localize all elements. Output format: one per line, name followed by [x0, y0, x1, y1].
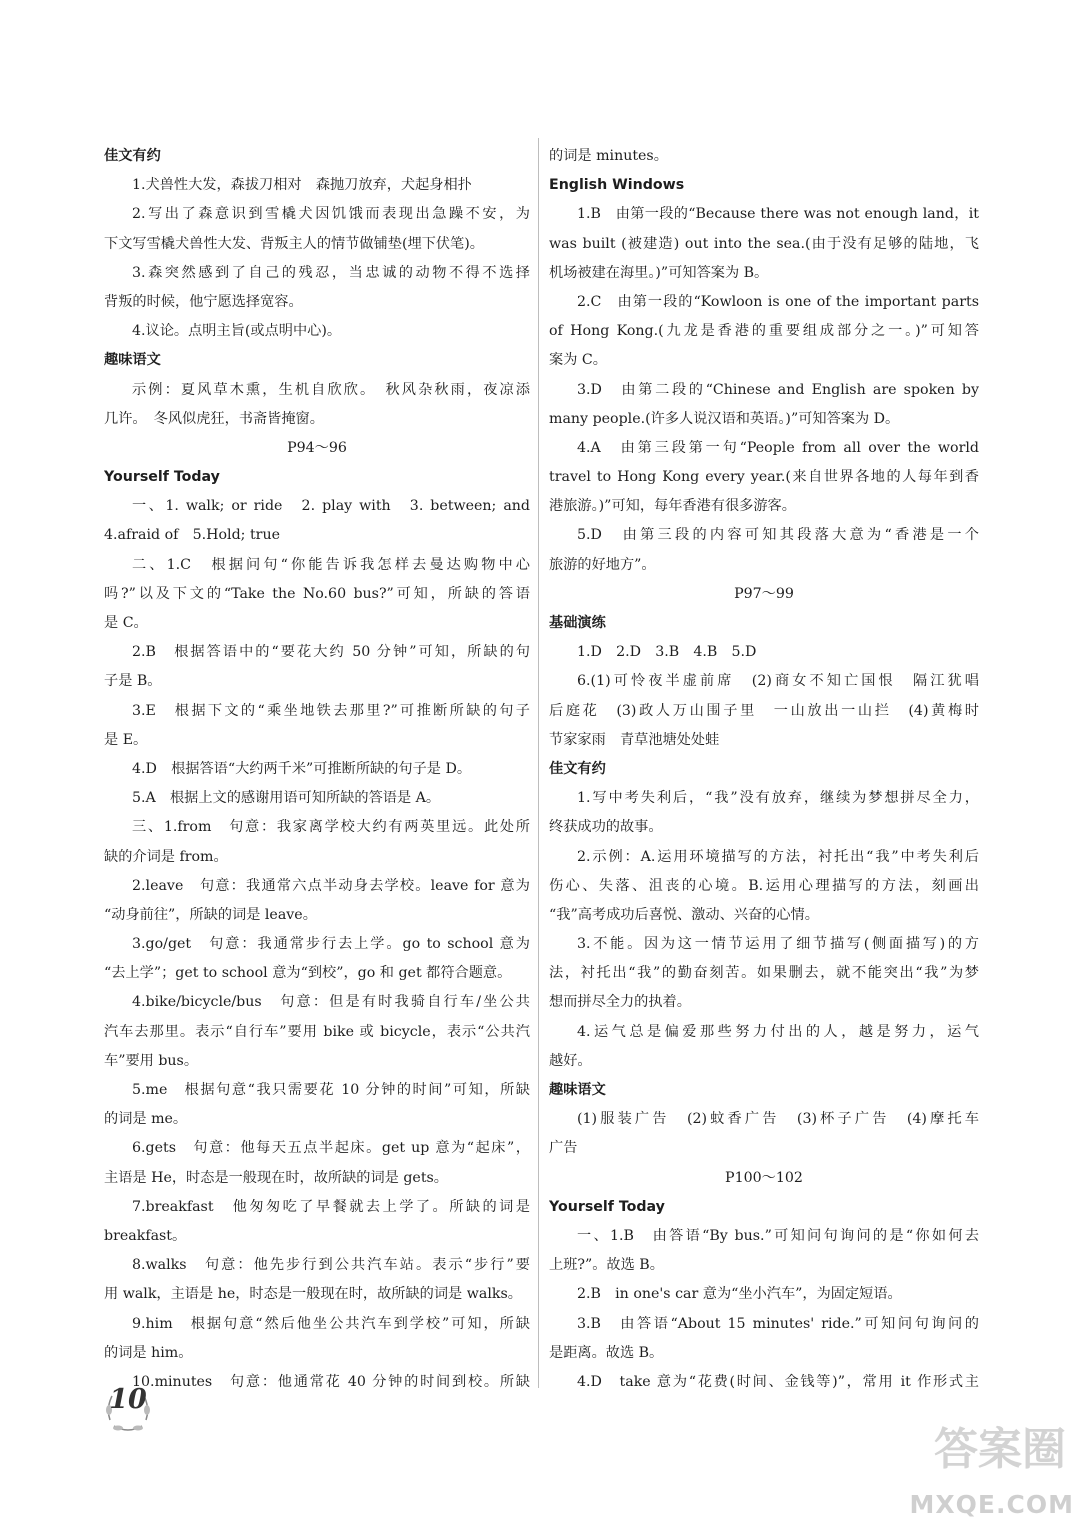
- text-line: 想而拼尽全力的执着。: [549, 994, 691, 1011]
- text-line: 后庭花 (3)政人万山围子里 一山放出一山拦 (4)黄梅时: [549, 702, 979, 719]
- text-line: 机场被建在海里。)”可知答案为 B。: [549, 264, 769, 281]
- watermark-logo: 答案圈: [934, 1424, 1066, 1475]
- text-line: 4.D 根据答语“大约两千米”可推断所缺的句子是 D。: [132, 760, 472, 777]
- text-line: 2.示例：A.运用环境描写的方法，衬托出“我”中考失利后: [577, 848, 979, 865]
- text-line: 3.E 根据下文的“乘坐地铁去那里?”可推断所缺的句子: [132, 702, 530, 719]
- text-line: 2.B in one's car 意为“坐小汽车”，为固定短语。: [577, 1286, 902, 1303]
- text-line: 4.bike/bicycle/bus 句意：但是有时我骑自行车/坐公共: [132, 994, 530, 1011]
- text-line: 港旅游。)”可知，每年香港有很多游客。: [549, 498, 796, 515]
- text-line: 4.D take 意为“花费(时间、金钱等)”，常用 it 作形式主: [577, 1373, 979, 1390]
- text-line: many people.(许多人说汉语和英语。)”可知答案为 D。: [549, 410, 900, 427]
- text-line: 8.walks 句意：他先步行到公共汽车站。表示“步行”要: [132, 1257, 530, 1274]
- text-line: 5.A 根据上文的感谢用语可知所缺的答语是 A。: [132, 790, 441, 807]
- text-line: 2.写出了森意识到雪橇犬因饥饿而表现出急躁不安，为: [132, 206, 530, 223]
- text-line: 终获成功的故事。: [549, 819, 663, 836]
- text-line: 3.森突然感到了自己的残忍，当忠诚的动物不得不选择: [132, 264, 530, 281]
- text-line: 6.(1)可怜夜半虚前席 (2)商女不知亡国恨 隔江犹唱: [577, 673, 979, 690]
- column-divider: [538, 138, 539, 1388]
- text-line: travel to Hong Kong every year.(来自世界各地的人每年到香: [549, 469, 979, 486]
- text-line: 几许。 冬风似虎狂，书斋皆掩窗。: [104, 410, 324, 427]
- text-line: 4.afraid of 5.Hold; true: [104, 527, 280, 544]
- page-range-heading: P100～102: [725, 1169, 803, 1186]
- text-line: 是 E。: [104, 731, 148, 748]
- text-line: 1.写中考失利后，“我”没有放弃，继续为梦想拼尽全力，: [577, 790, 979, 807]
- text-line: 节家家雨 青草池塘处处蛙: [549, 731, 720, 748]
- text-line: 三、1.from 句意：我家离学校大约有两英里远。此处所: [132, 819, 530, 836]
- text-line: 4.议论。点明主旨(或点明中心)。: [132, 323, 342, 340]
- text-line: 子是 B。: [104, 673, 162, 690]
- text-line: 是 C。: [104, 615, 148, 631]
- text-line: 4.运气总是偏爱那些努力付出的人，越是努力，运气: [577, 1023, 979, 1040]
- text-line: 缺的介词是 from。: [104, 848, 228, 865]
- text-line: 2.B 根据答语中的“要花大约 50 分钟”可知，所缺的句: [132, 644, 530, 661]
- text-line: 案为 C。: [549, 352, 607, 369]
- page-number: 10: [109, 1384, 147, 1415]
- text-line: “动身前往”，所缺的词是 leave。: [104, 906, 317, 923]
- text-line: 广告: [549, 1140, 578, 1157]
- watermark: [884, 1413, 1074, 1523]
- page-range-heading: P97～99: [734, 585, 794, 602]
- text-line: 一、1.B 由答语“By bus.”可知问句询问的是“你如何去: [577, 1227, 979, 1244]
- text-line: (1)服装广告 (2)蚊香广告 (3)杯子广告 (4)摩托车: [577, 1111, 979, 1128]
- text-line: 1.犬兽性大发，森拔刀相对 森抛刀放弃，犬起身相扑: [132, 177, 472, 194]
- text-line: 1.B 由第一段的“Because there was not enough land，it: [577, 206, 979, 223]
- section-heading: 趣味语文: [549, 1082, 606, 1098]
- section-heading: 基础演练: [549, 615, 606, 631]
- text-line: 一、1. walk; or ride 2. play with 3. between; and: [132, 498, 530, 515]
- text-line: 用 walk，主语是 he，时态是一般现在时，故所缺的词是 walks。: [104, 1286, 522, 1303]
- text-line: 是距离。故选 B。: [549, 1344, 664, 1361]
- text-line: 4.A 由第三段第一句“People from all over the world: [577, 439, 979, 456]
- text-line: 10.minutes 句意：他通常花 40 分钟的时间到校。所缺: [132, 1373, 530, 1390]
- page-range-heading: P94～96: [287, 439, 347, 456]
- text-line: 3.B 由答语“About 15 minutes' ride.”可知问句询问的: [577, 1315, 979, 1332]
- section-heading: 佳文有约: [104, 148, 161, 164]
- right-column: [549, 142, 979, 1397]
- text-line: 旅游的好地方”。: [549, 556, 656, 573]
- text-line: 2.C 由第一段的“Kowloon is one of the important parts: [577, 293, 979, 310]
- text-line: 伤心、失落、沮丧的心境。B.运用心理描写的方法，刻画出: [549, 877, 979, 894]
- text-line: 上班?”。故选 B。: [549, 1257, 664, 1274]
- text-line: 二、1.C 根据问句“你能告诉我怎样去曼达购物中心: [132, 556, 530, 573]
- page-number-badge: [100, 1380, 156, 1436]
- text-line: was built (被建造) out into the sea.(由于没有足够的陆地，飞: [549, 235, 979, 252]
- section-heading: 趣味语文: [104, 352, 161, 369]
- text-line: 的词是 me。: [104, 1111, 188, 1128]
- text-line: 背叛的时候，他宁愿选择宽容。: [104, 293, 303, 310]
- text-line: 吗?”以及下文的“Take the No.60 bus?”可知，所缺的答语: [104, 585, 530, 602]
- section-heading: 佳文有约: [549, 760, 606, 777]
- section-heading: Yourself Today: [104, 469, 220, 486]
- text-line: 的词是 minutes。: [549, 148, 668, 164]
- text-line: 主语是 He，时态是一般现在时，故所缺的词是 gets。: [104, 1169, 448, 1186]
- text-line: 5.me 根据句意“我只需要花 10 分钟的时间”可知，所缺: [132, 1082, 530, 1098]
- section-heading: Yourself Today: [549, 1198, 665, 1215]
- text-line: of Hong Kong.(九龙是香港的重要组成部分之一。)”可知答: [549, 323, 979, 340]
- text-line: 示例：夏风草木熏，生机自欣欣。 秋风杂秋雨，夜凉添: [132, 381, 530, 398]
- text-line: 5.D 由第三段的内容可知其段落大意为“香港是一个: [577, 527, 979, 544]
- text-line: 下文写雪橇犬兽性大发、背叛主人的情节做铺垫(埋下伏笔)。: [104, 235, 484, 252]
- text-line: 汽车去那里。表示“自行车”要用 bike 或 bicycle，表示“公共汽: [104, 1023, 530, 1040]
- text-line: “我”高考成功后喜悦、激动、兴奋的心情。: [549, 906, 819, 923]
- text-line: 3.D 由第二段的“Chinese and English are spoken by: [577, 381, 979, 398]
- text-line: breakfast。: [104, 1227, 187, 1244]
- text-line: 的词是 him。: [104, 1344, 193, 1361]
- text-line: 法，衬托出“我”的勤奋刻苦。如果删去，就不能突出“我”为梦: [549, 965, 979, 982]
- text-line: 6.gets 句意：他每天五点半起床。get up 意为“起床”，: [132, 1140, 530, 1157]
- text-line: 1.D 2.D 3.B 4.B 5.D: [577, 644, 757, 661]
- text-line: 3.go/get 句意：我通常步行去上学。go to school 意为: [132, 936, 530, 953]
- text-line: 越好。: [549, 1052, 592, 1069]
- text-line: 车”要用 bus。: [104, 1052, 199, 1069]
- watermark-site: MXQE.COM: [909, 1490, 1074, 1519]
- text-line: 7.breakfast 他匆匆吃了早餐就去上学了。所缺的词是: [132, 1198, 530, 1215]
- section-heading: English Windows: [549, 177, 685, 194]
- text-line: 3.不能。因为这一情节运用了细节描写(侧面描写)的方: [577, 936, 979, 953]
- text-line: 9.him 根据句意“然后他坐公共汽车到学校”可知，所缺: [132, 1315, 530, 1332]
- left-column: [104, 142, 530, 1397]
- text-line: 2.leave 句意：我通常六点半动身去学校。leave for 意为: [132, 877, 530, 894]
- text-line: “去上学”；get to school 意为“到校”，go 和 get 都符合题意。: [104, 965, 512, 982]
